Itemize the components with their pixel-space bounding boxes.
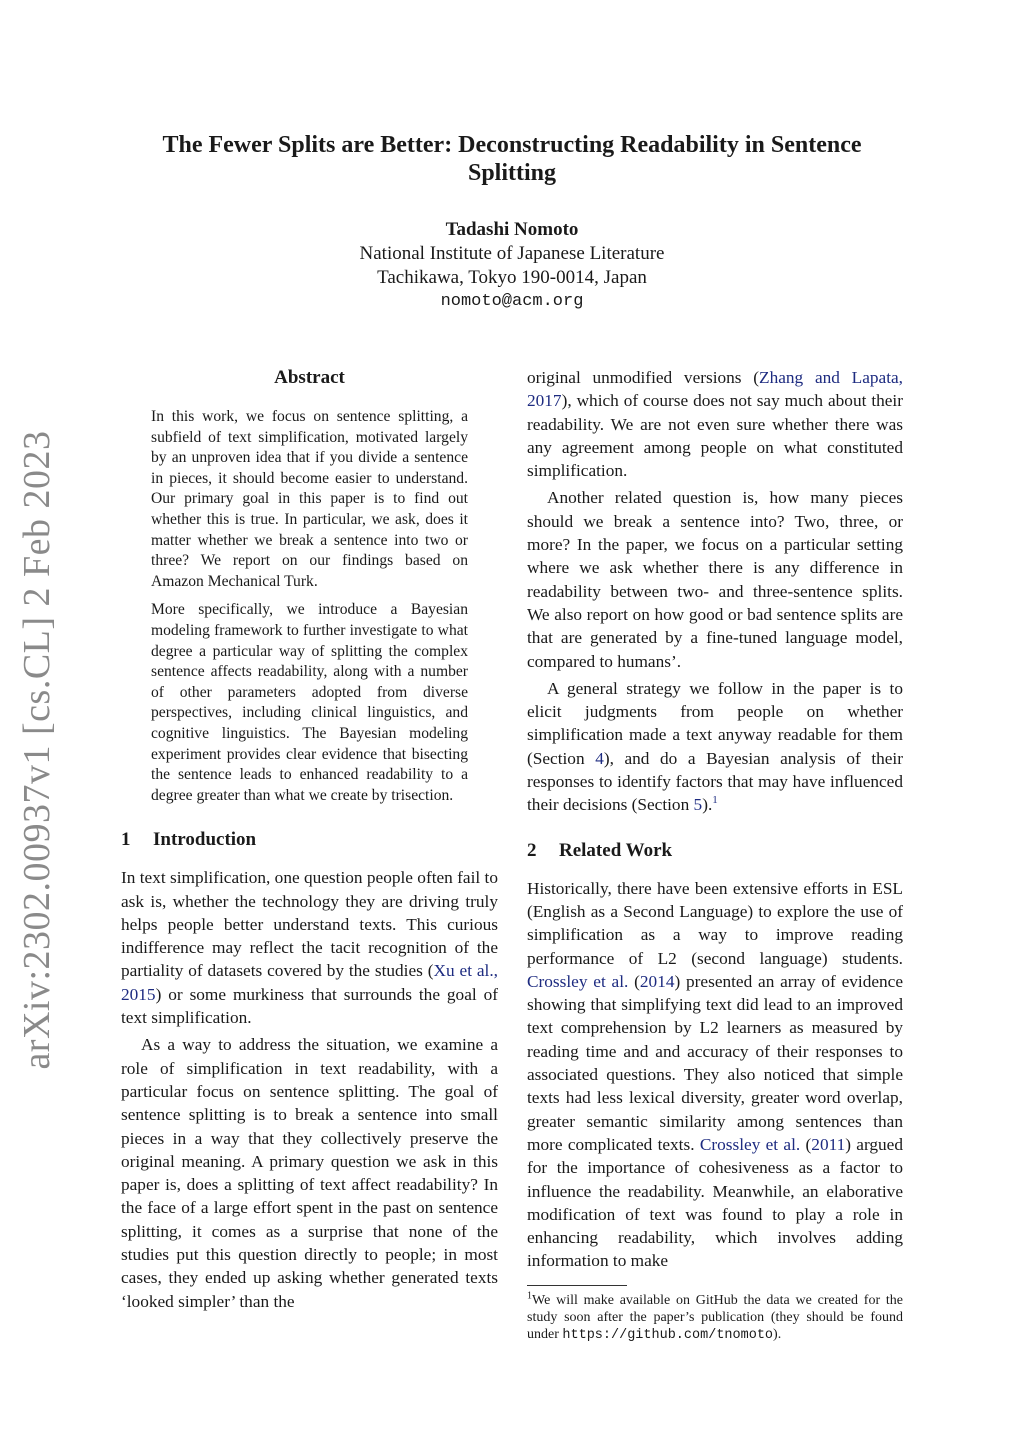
- author-affiliation: National Institute of Japanese Literature: [359, 243, 665, 264]
- intro-paragraph-1: In text simplification, one question people often fail to ask is, whether the technology they are driving truly helps people better understand texts. This curious indifference may reflect the tacit recognition of the partiality of datasets covered by the studies (Xu et al., 2015) or some murkiness that surrounds the goal of text simplification.: [121, 868, 498, 1028]
- section-number: 2: [527, 839, 537, 861]
- section-title: Related Work: [559, 839, 673, 861]
- citation-link[interactable]: Zhang and Lapata, 2017: [527, 368, 903, 411]
- section-title: Introduction: [153, 829, 257, 851]
- arxiv-stamp: arXiv:2302.00937v1 [cs.CL] 2 Feb 2023: [16, 430, 58, 1070]
- abstract: [121, 366, 498, 806]
- footnote-rule: [527, 1285, 627, 1286]
- section-ref-link[interactable]: 4: [595, 748, 604, 768]
- author-email[interactable]: nomoto@acm.org: [440, 292, 584, 311]
- author-block: [200, 218, 824, 314]
- section-heading-introduction: [121, 828, 498, 852]
- citation-year-link[interactable]: 2011: [811, 1134, 846, 1154]
- abstract-heading: Abstract: [274, 367, 345, 388]
- intro-paragraph-4: A general strategy we follow in the paper is to elicit judgments from people on whether simplification made a text anyway readable for them (Section 4), and do a Bayesian analysis of their responses to identify factors that may have influenced their decisions (Section 5).$^1$: [527, 678, 903, 815]
- citation-year-link[interactable]: 2014: [639, 971, 675, 991]
- introduction-body: [121, 866, 498, 1313]
- right-column: [527, 366, 903, 1344]
- footnote-mark: 1: [527, 1290, 532, 1302]
- intro-paragraph-2-continued: original unmodified versions (Zhang and Lapata, 2017), which of course does not say much about their readability. We are not even sure whether there was any agreement among people on what constituted simplification.: [527, 368, 903, 481]
- author-address: Tachikawa, Tokyo 190-0014, Japan: [377, 267, 647, 288]
- section-heading-related-work: [527, 839, 903, 863]
- abstract-paragraph-1: In this work, we focus on sentence splitting, a subfield of text simplification, motivated largely by an unproven idea that if you divide a sentence in pieces, it should become easier to understand. Our primary goal in this paper is to find out whether this is true. In particular, we ask, does it matter whether we break a sentence into two or three? We report on our findings based on Amazon Mechanical Turk.: [151, 408, 468, 590]
- intro-paragraph-2: As a way to address the situation, we examine a role of simplification in text readability, with a particular focus on sentence splitting. The goal of sentence splitting is to break a sentence into small pieces in a way that they collectively preserve the original meaning. A primary question we ask in this paper is, does a splitting of text affect readability? In the face of a large effort spent in the past on sentence splitting, it comes as a surprise that none of the studies put this question directly to people; in most cases, they ended up asking whether generated texts ‘looked simpler’ than the: [121, 1035, 498, 1311]
- section-ref-link[interactable]: 5: [693, 795, 703, 815]
- section-number: 1: [121, 829, 131, 851]
- github-url[interactable]: https://github.com/tnomoto: [562, 1327, 774, 1343]
- left-column: [121, 366, 498, 1313]
- author-name: Tadashi Nomoto: [445, 219, 579, 240]
- citation-link[interactable]: Crossley et al.: [699, 1134, 801, 1154]
- footnote: $^1$We will make available on GitHub the data we created for the study soon after the paper’s publication (they should be found under https://github.com/tnomoto).: [527, 1290, 903, 1343]
- paper-title: The Fewer Splits are Better: Deconstructing Readability in Sentence Splitting: [162, 132, 862, 186]
- footnote-marker[interactable]: 1: [712, 794, 718, 807]
- intro-paragraph-3: Another related question is, how many pieces should we break a sentence into? Two, three, or more? In the paper, we focus on a particular setting where we ask whether there is any difference in readability between two- and three-sentence splits. We also report on how good or bad sentence splits are that are generated by a fine-tuned language model, compared to humans’.: [527, 488, 903, 671]
- abstract-paragraph-2: More specifically, we introduce a Bayesian modeling framework to further investigate to what degree a particular way of splitting the complex sentence affects readability, along with a number of other parameters adopted from diverse perspectives, including clinical linguistics, and cognitive linguistics. The Bayesian modeling experiment provides clear evidence that bisecting the sentence leads to enhanced readability to a degree greater than what we create by trisection.: [151, 601, 468, 804]
- citation-link[interactable]: Xu et al., 2015: [121, 961, 498, 1004]
- related-paragraph-1: Historically, there have been extensive efforts in ESL (English as a Second Language) to explore the use of simplification as a way to improve reading performance of L2 (second language) students. Crossley et al. (2014) presented an array of evidence showing that simplifying text did lead to an improved text comprehension by L2 learners as measured by reading time and and accuracy of their responses to associated questions. They also noticed that simple texts had less lexical diversity, greater word overlap, greater semantic similarity among sentences than more complicated texts. Crossley et al. (2011) argued for the importance of cohesiveness as a factor to influence the readability. Meanwhile, an elaborative modification of text was found to play a role in enhancing readability, which involves adding information to make: [527, 878, 904, 1271]
- citation-link[interactable]: Crossley et al.: [527, 971, 629, 991]
